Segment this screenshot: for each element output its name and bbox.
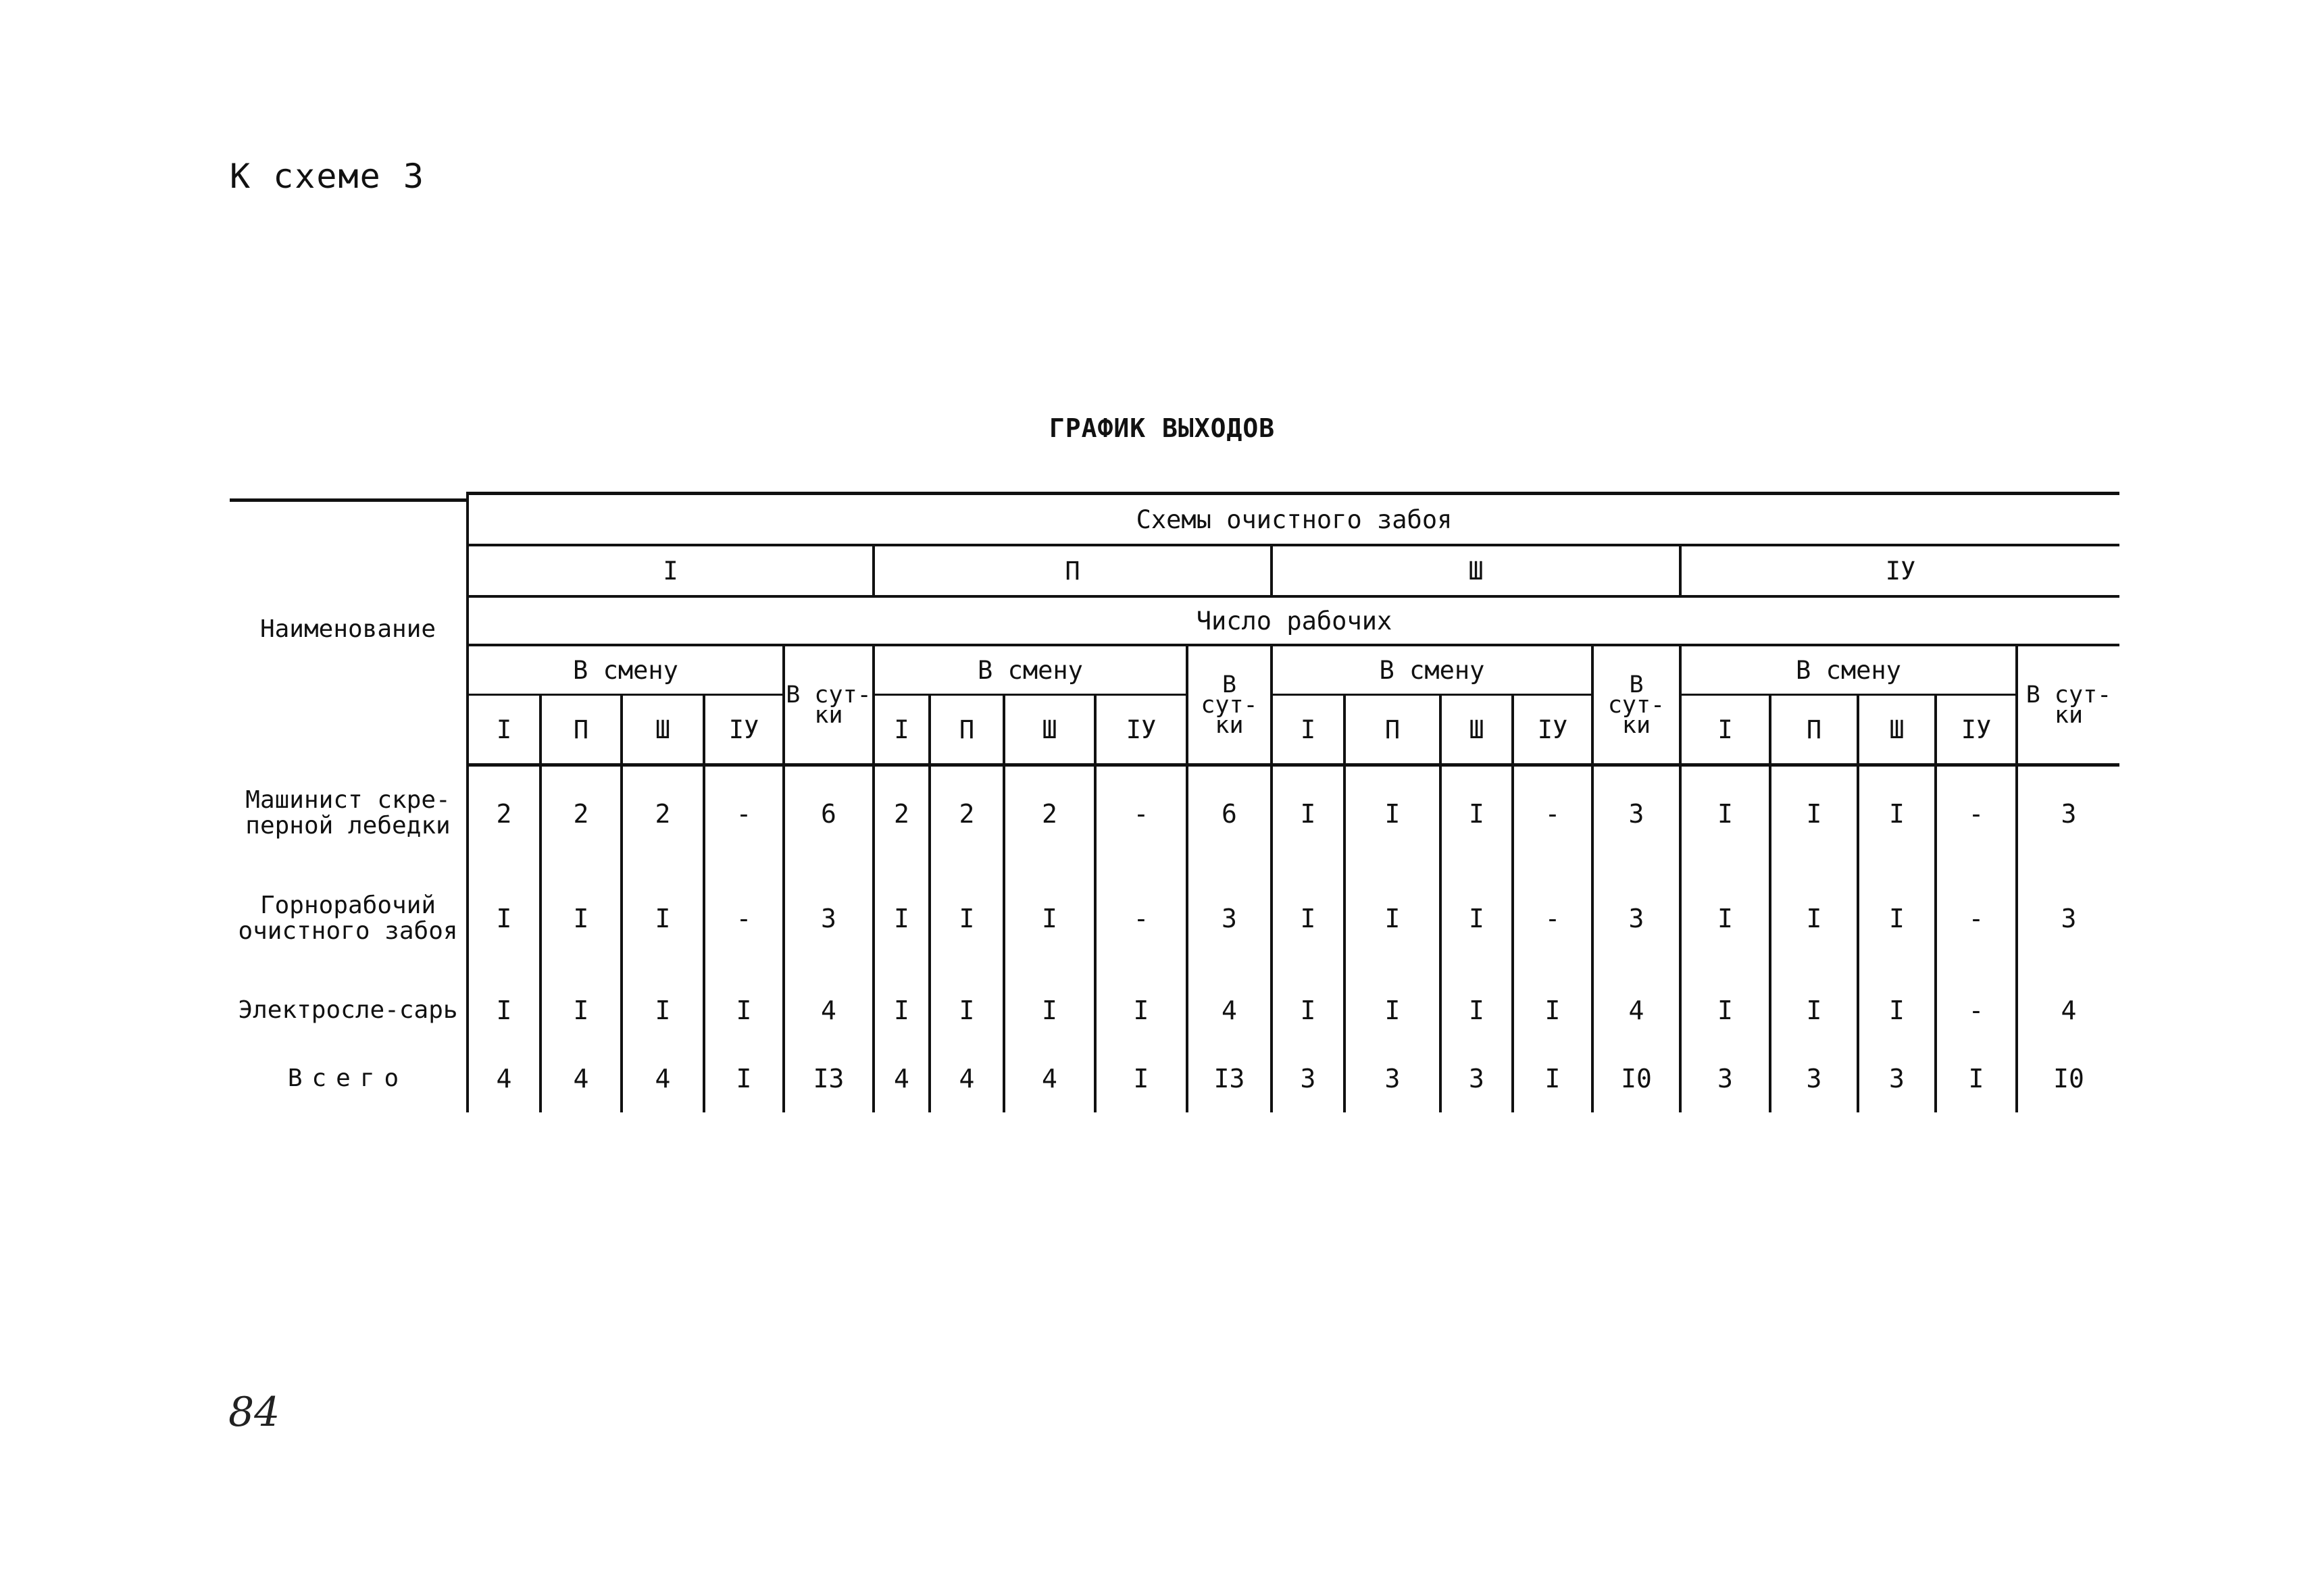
table-cell: - — [1513, 875, 1592, 973]
handwritten-page-number: 84 — [228, 1389, 280, 1436]
table-cell: I — [1272, 973, 1344, 1058]
table-cell: - — [1936, 765, 2017, 875]
table-cell: 3 — [2061, 904, 2077, 933]
table-cell: I — [930, 973, 1004, 1058]
table-cell: I — [468, 875, 540, 973]
table-cell: - — [1936, 875, 2017, 973]
table-cell: I — [540, 973, 622, 1058]
shift-number-header: Ш — [622, 695, 704, 765]
per-shift-header-3: В смену — [1272, 645, 1592, 695]
row-name: Всего — [230, 1058, 468, 1112]
table-cell: I — [1858, 973, 1936, 1058]
table-cell: I — [1272, 765, 1344, 875]
table-cell: I — [1770, 765, 1858, 875]
table-cell: I — [1095, 973, 1187, 1058]
per-day-header-1: В сут-ки — [784, 645, 874, 765]
scheme-header-1: I — [468, 545, 874, 596]
table-cell: 4 — [540, 1058, 622, 1112]
table-cell: 4 — [468, 1058, 540, 1112]
shift-number-header: IУ — [704, 695, 784, 765]
table-cell: I — [1440, 875, 1513, 973]
table-cell: I — [874, 973, 930, 1058]
table-row — [230, 1058, 2119, 1112]
table-cell: 3 — [1770, 1058, 1858, 1112]
scheme-header-3: Ш — [1272, 545, 1680, 596]
table-cell: I — [1513, 973, 1592, 1058]
table-cell: 4 — [1592, 973, 1680, 1058]
per-day-header-3: В сут-ки — [1592, 645, 1680, 765]
table-cell: 3 — [2061, 799, 2077, 829]
table-cell: I0 — [1592, 1058, 1680, 1112]
schemes-header: Схемы очистного забоя — [468, 494, 2119, 546]
shift-number-header: I — [1272, 695, 1344, 765]
table-cell: I — [1513, 1058, 1592, 1112]
table-cell: I — [1680, 973, 1770, 1058]
table-cell: - — [1095, 875, 1187, 973]
table-cell: - — [704, 875, 784, 973]
per-shift-header-4: В смену — [1680, 645, 2017, 695]
table-cell: 3 — [1272, 1058, 1344, 1112]
table-cell: I — [1004, 973, 1095, 1058]
shift-number-header: IУ — [1513, 695, 1592, 765]
table-cell: 4 — [930, 1058, 1004, 1112]
table-cell: I — [468, 973, 540, 1058]
workers-count-header: Число рабочих — [468, 596, 2119, 645]
table-cell: 4 — [1004, 1058, 1095, 1112]
table-cell: 2 — [622, 765, 704, 875]
shift-number-header: Ш — [1858, 695, 1936, 765]
table-cell: - — [1936, 973, 2017, 1058]
table-cell: I — [1440, 973, 1513, 1058]
table-cell: I — [622, 875, 704, 973]
table-row — [230, 875, 2119, 973]
shift-number-header: Ш — [1004, 695, 1095, 765]
row-name: Машинист скре-перной лебедки — [230, 765, 468, 875]
row-name: Горнорабочий очистного забоя — [230, 875, 468, 973]
name-column-header: Наименование — [230, 494, 468, 765]
table-cell: - — [1095, 765, 1187, 875]
shift-number-header: П — [1344, 695, 1440, 765]
table-cell: I — [704, 973, 784, 1058]
table-cell: I0 — [2053, 1064, 2084, 1093]
shift-number-header: I — [874, 695, 930, 765]
shift-number-header: П — [1770, 695, 1858, 765]
table-cell: I3 — [1187, 1058, 1272, 1112]
per-shift-header-2: В смену — [874, 645, 1187, 695]
table-cell: - — [1513, 765, 1592, 875]
table-cell: I — [1272, 875, 1344, 973]
table-cell: I — [1440, 765, 1513, 875]
table-cell: 4 — [874, 1058, 930, 1112]
table-cell: I — [1770, 875, 1858, 973]
table-cell: - — [704, 765, 784, 875]
table-cell: I — [1936, 1058, 2017, 1112]
shift-number-header: I — [468, 695, 540, 765]
shift-number-header: IУ — [1095, 695, 1187, 765]
table-cell: 2 — [1004, 765, 1095, 875]
table-cell: 2 — [930, 765, 1004, 875]
table-cell: 4 — [784, 973, 874, 1058]
table-cell: 3 — [1344, 1058, 1440, 1112]
table-cell: I3 — [784, 1058, 874, 1112]
shift-number-header: П — [540, 695, 622, 765]
table-cell: 2 — [468, 765, 540, 875]
table-cell: 3 — [1592, 765, 1680, 875]
table-cell: 3 — [1592, 875, 1680, 973]
table-cell: I — [1680, 765, 1770, 875]
table-cell: I — [1344, 973, 1440, 1058]
table-cell: 3 — [1680, 1058, 1770, 1112]
table-cell: I — [622, 973, 704, 1058]
table-cell: I — [1344, 875, 1440, 973]
per-day-header-4: В сут-ки — [2017, 645, 2119, 765]
table-cell: 3 — [1858, 1058, 1936, 1112]
table-cell: I — [1095, 1058, 1187, 1112]
table-cell: I — [1004, 875, 1095, 973]
table-cell: I — [1770, 973, 1858, 1058]
table-cell: 3 — [784, 875, 874, 973]
table-cell: 6 — [1187, 765, 1272, 875]
row-name: Электросле-сарь — [230, 973, 468, 1058]
table-cell: I — [1858, 875, 1936, 973]
table-cell: I — [1344, 765, 1440, 875]
attendance-schedule-table — [230, 492, 2119, 1112]
table-cell: I — [1680, 875, 1770, 973]
table-cell: 4 — [622, 1058, 704, 1112]
shift-number-header: П — [930, 695, 1004, 765]
per-shift-header-1: В смену — [468, 645, 784, 695]
shift-number-header: IУ — [1936, 695, 2017, 765]
table-cell: 3 — [1187, 875, 1272, 973]
reference-label: К схеме 3 — [230, 157, 425, 196]
table-cell: I — [930, 875, 1004, 973]
per-day-header-2: В сут-ки — [1187, 645, 1272, 765]
table-cell: 4 — [1187, 973, 1272, 1058]
table-cell: 4 — [2061, 996, 2077, 1025]
table-body — [230, 765, 2119, 1113]
table-row — [230, 765, 2119, 875]
shift-number-header: Ш — [1440, 695, 1513, 765]
table-cell: 2 — [540, 765, 622, 875]
scheme-header-2: П — [874, 545, 1272, 596]
table-cell: I — [704, 1058, 784, 1112]
table-cell: 6 — [784, 765, 874, 875]
document-title: ГРАФИК ВЫХОДОВ — [1049, 413, 1276, 443]
shift-number-header: I — [1680, 695, 1770, 765]
table-cell: I — [874, 875, 930, 973]
table-cell: 2 — [874, 765, 930, 875]
table-row — [230, 973, 2119, 1058]
table-cell: 3 — [1440, 1058, 1513, 1112]
scheme-header-4: IУ — [1680, 545, 2119, 596]
table-cell: I — [1858, 765, 1936, 875]
table-cell: I — [540, 875, 622, 973]
